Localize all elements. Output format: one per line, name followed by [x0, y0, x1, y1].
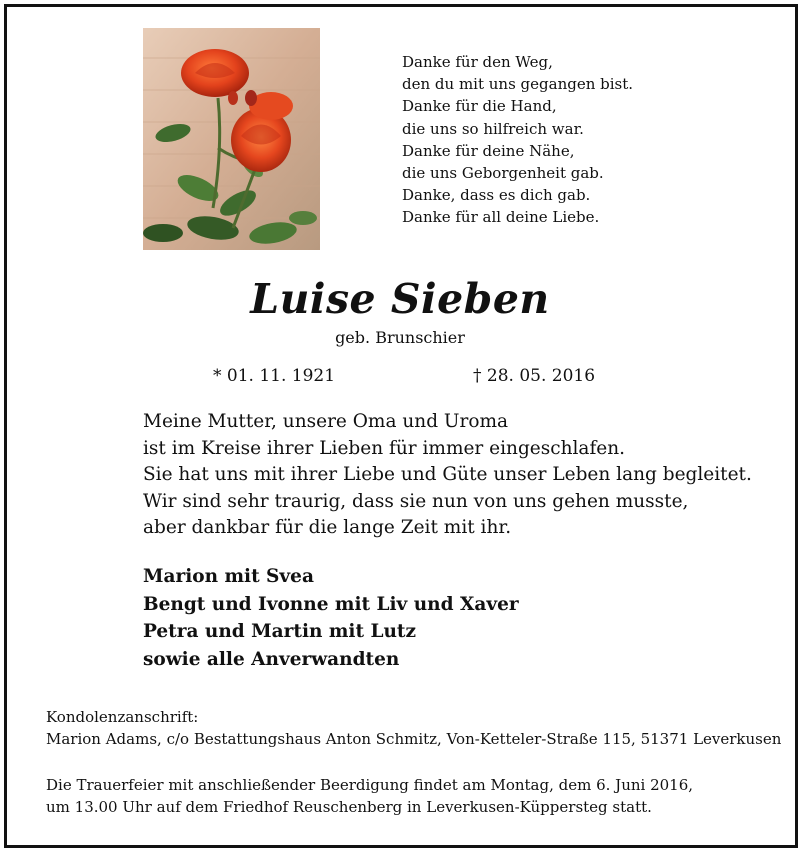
condolence-address-line: Marion Adams, c/o Bestattungshaus Anton Schmitz, Von-Ketteler-Straße 115, 51371 Leverkusen [46, 730, 782, 748]
message-line: aber dankbar für die lange Zeit mit ihr. [143, 517, 512, 539]
message-line: ist im Kreise ihrer Lieben für immer eingeschlafen. [143, 437, 626, 459]
obituary-message [143, 409, 752, 542]
mourner-line: sowie alle Anverwandten [143, 648, 400, 670]
death-date: † 28. 05. 2016 [473, 366, 596, 386]
message-line: Wir sind sehr traurig, dass sie nun von uns gehen musste, [143, 490, 689, 512]
mourner-line: Marion mit Svea [143, 566, 314, 587]
mourner-line: Petra und Martin mit Lutz [143, 621, 416, 643]
funeral-service-notice [46, 774, 693, 818]
poem-line: Danke für den Weg, [402, 53, 553, 71]
message-line: Sie hat uns mit ihrer Liebe und Güte unser Leben lang begleitet. [143, 464, 752, 486]
service-line: Die Trauerfeier mit anschließender Beerdigung findet am Montag, dem 6. Juni 2016, [46, 776, 694, 794]
poem-line: die uns Geborgenheit gab. [402, 164, 604, 183]
condolence-address [46, 706, 781, 750]
poem-line: den du mit uns gegangen bist. [402, 75, 634, 94]
mourner-line: Bengt und Ivonne mit Liv und Xaver [143, 593, 519, 615]
birth-date: * 01. 11. 1921 [213, 366, 336, 386]
poem-line: Danke für deine Nähe, [402, 141, 575, 160]
poem [402, 51, 633, 229]
message-line: Meine Mutter, unsere Oma und Uroma [143, 411, 509, 432]
deceased-name: Luise Sieben [250, 275, 550, 323]
rose-photo [143, 28, 320, 250]
condolence-label: Kondolenzanschrift: [46, 708, 199, 726]
poem-line: Danke für die Hand, [402, 97, 557, 116]
maiden-name: geb. Brunschier [335, 328, 465, 347]
poem-line: Danke, dass es dich gab. [402, 186, 591, 205]
service-line: um 13.00 Uhr auf dem Friedhof Reuschenberg in Leverkusen-Küppersteg statt. [46, 798, 652, 816]
mourners-list [143, 563, 519, 673]
poem-line: Danke für all deine Liebe. [402, 208, 600, 227]
poem-line: die uns so hilfreich war. [402, 119, 584, 138]
